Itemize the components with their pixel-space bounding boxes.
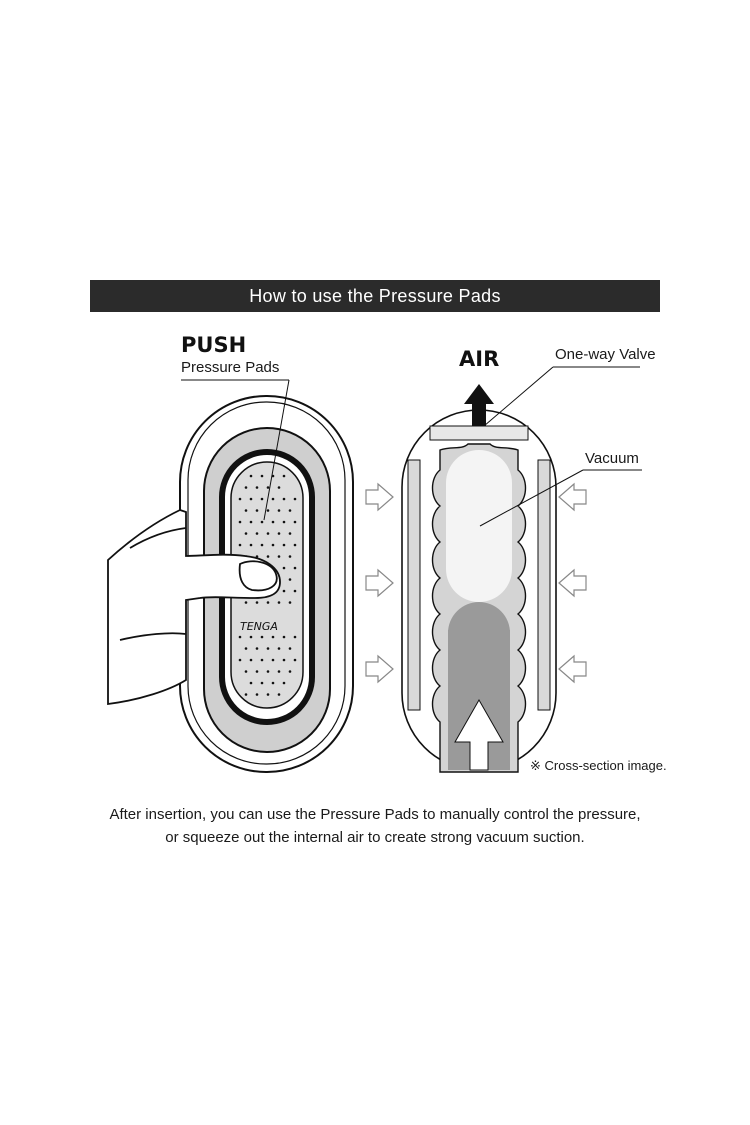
one-way-valve-label: One-way Valve xyxy=(555,346,656,363)
pressure-pads-label: Pressure Pads xyxy=(181,359,280,376)
section-title: How to use the Pressure Pads xyxy=(249,285,501,306)
push-label: PUSH xyxy=(181,333,247,357)
caption xyxy=(0,803,750,849)
cross-section-note: ※ Cross-section image. xyxy=(530,758,667,773)
brand-logo: TENGA xyxy=(240,620,278,633)
air-label: AIR xyxy=(459,347,500,371)
caption-line-2: or squeeze out the internal air to create strong vacuum suction. xyxy=(165,829,585,846)
vacuum-label: Vacuum xyxy=(585,450,639,467)
caption-line-1: After insertion, you can use the Pressure Pads to manually control the pressure, xyxy=(109,806,641,823)
